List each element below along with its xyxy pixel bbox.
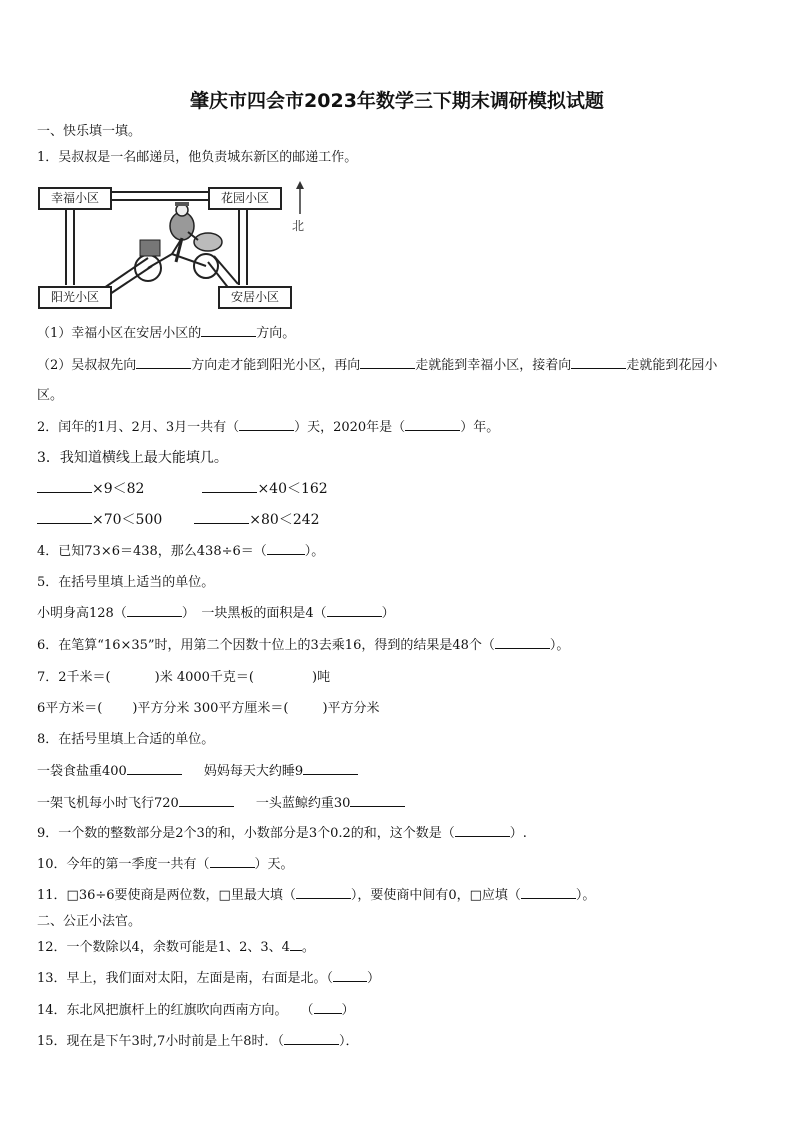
q2-text-b: ）天，2020年是（	[294, 420, 406, 435]
q7-text-2a: 6平方米＝(	[37, 701, 103, 716]
q9-text-b: ）.	[509, 826, 527, 841]
q2-blank-2[interactable]	[405, 418, 460, 431]
q2-blank-1[interactable]	[239, 418, 294, 431]
q6-text-b: ）。	[549, 638, 570, 653]
district-xingfu: 幸福小区	[38, 187, 112, 210]
q14-text-b: ）	[341, 1003, 355, 1018]
question-15	[37, 1030, 359, 1049]
district-huayuan: 花园小区	[208, 187, 282, 210]
question-7-row-2	[37, 697, 380, 716]
q8-blank-4[interactable]	[350, 794, 405, 807]
q7-text-2b: )平方分米 300平方厘米＝(	[132, 701, 289, 716]
q8-text-2b: 一头蓝鲸约重30	[255, 796, 351, 811]
q15-text-a: 15．现在是下午3时,7小时前是上午8时．（	[37, 1034, 284, 1049]
q7-text-1b: )米 4000千克＝(	[154, 670, 254, 685]
q11-blank-1[interactable]	[296, 886, 351, 899]
q5-text-b: ） 一块黑板的面积是4（	[181, 606, 327, 621]
district-yangguang: 阳光小区	[38, 286, 112, 309]
q10-text-a: 10．今年的第一季度一共有（	[37, 857, 210, 872]
question-6	[37, 634, 569, 653]
q8-text-1a: 一袋食盐重400	[37, 764, 127, 779]
q4-text-a: 4．已知73×6＝438，那么438÷6＝（	[37, 544, 267, 559]
q4-blank[interactable]	[267, 542, 305, 555]
question-8-row-2	[37, 792, 405, 811]
q11-text-c: ）。	[575, 888, 596, 903]
question-1-stem: 1．吴叔叔是一名邮递员，他负责城东新区的邮递工作。	[37, 150, 358, 165]
question-1-part-1	[37, 322, 295, 341]
question-14	[37, 999, 355, 1018]
question-3-stem: 3．我知道横线上最大能填几。	[37, 450, 228, 466]
q5-blank-2[interactable]	[327, 604, 382, 617]
question-4	[37, 540, 324, 559]
q13-blank[interactable]	[333, 969, 367, 982]
question-1-part-2	[37, 354, 717, 373]
q5-text-c: ）	[381, 606, 395, 621]
q1-p1-text-a: （1）幸福小区在安居小区的	[37, 326, 202, 341]
q15-text-b: ）．	[339, 1034, 359, 1049]
district-anju: 安居小区	[218, 286, 292, 309]
page-title: 肇庆市四会市2023年数学三下期末调研模拟试题	[190, 90, 604, 112]
q5-blank-1[interactable]	[127, 604, 182, 617]
q12-text-a: 12．一个数除以4，余数可能是1、2、3、4	[37, 940, 290, 955]
district-map-figure	[38, 180, 318, 310]
question-12	[37, 936, 315, 955]
q13-text-a: 13．早上，我们面对太阳，左面是南，右面是北。（	[37, 971, 334, 986]
q2-text-c: ）年。	[460, 420, 500, 435]
question-3-row-1	[37, 478, 328, 498]
q10-blank[interactable]	[210, 855, 255, 868]
q1-p1-blank[interactable]	[201, 324, 256, 337]
question-9	[37, 822, 527, 841]
q1-p2-blank-3[interactable]	[571, 356, 626, 369]
q10-text-b: ）天。	[254, 857, 294, 872]
q3-blank-1[interactable]	[37, 480, 92, 493]
q12-blank[interactable]	[290, 938, 302, 951]
question-10	[37, 853, 294, 872]
q1-p2-text-a: （2）吴叔叔先向	[37, 358, 137, 373]
q1-p2-text-d: 走就能到花园小	[626, 358, 718, 373]
q9-text-a: 9．一个数的整数部分是2个3的和，小数部分是3个0.2的和，这个数是（	[37, 826, 455, 841]
q11-blank-2[interactable]	[521, 886, 576, 899]
q8-blank-2[interactable]	[303, 762, 358, 775]
q7-text-1a: 7．2千米＝(	[37, 670, 111, 685]
q15-blank[interactable]	[284, 1032, 339, 1045]
q3-blank-4[interactable]	[194, 511, 249, 524]
q3-expr-4: ×80＜242	[249, 512, 320, 528]
question-5-stem: 5．在括号里填上适当的单位。	[37, 575, 215, 590]
q2-text-a: 2．闰年的1月、2月、3月一共有（	[37, 420, 240, 435]
question-13	[37, 967, 380, 986]
section-heading-1: 一、快乐填一填。	[37, 124, 142, 139]
q3-expr-1: ×9＜82	[92, 481, 145, 497]
q11-text-b: ），要使商中间有0，□应填（	[350, 888, 521, 903]
q7-text-2c: )平方分米	[322, 701, 380, 716]
postman-bicycle-icon	[126, 202, 226, 284]
question-5-body	[37, 602, 395, 621]
q3-expr-2: ×40＜162	[257, 481, 328, 497]
q8-blank-3[interactable]	[179, 794, 234, 807]
q4-text-b: ）。	[304, 544, 325, 559]
q1-p2-text-b: 方向走才能到阳光小区，再向	[191, 358, 361, 373]
q13-text-b: ）	[367, 971, 381, 986]
q8-text-2a: 一架飞机每小时飞行720	[37, 796, 179, 811]
north-label: 北	[292, 219, 305, 233]
q1-p1-text-b: 方向。	[256, 326, 296, 341]
q6-blank[interactable]	[495, 636, 550, 649]
q8-text-1b: 妈妈每天大约睡9	[203, 764, 304, 779]
question-3-row-2	[37, 509, 320, 529]
question-11	[37, 884, 595, 903]
q9-blank[interactable]	[455, 824, 510, 837]
q14-blank[interactable]	[314, 1001, 342, 1014]
q6-text-a: 6．在笔算“16×35”时，用第二个因数十位上的3去乘16，得到的结果是48个（	[37, 638, 495, 653]
q8-blank-1[interactable]	[127, 762, 182, 775]
q1-p2-blank-2[interactable]	[360, 356, 415, 369]
q5-text-a: 小明身高128（	[37, 606, 127, 621]
q3-blank-2[interactable]	[202, 480, 257, 493]
q14-text-a: 14．东北风把旗杆上的红旗吹向西南方向。 （	[37, 1003, 314, 1018]
section-heading-2: 二、公正小法官。	[37, 914, 142, 929]
q3-expr-3: ×70＜500	[92, 512, 163, 528]
q1-p2-blank-1[interactable]	[136, 356, 191, 369]
q3-blank-3[interactable]	[37, 511, 92, 524]
q12-text-b: 。	[301, 940, 315, 955]
question-2	[37, 416, 499, 435]
q7-text-1c: )吨	[312, 670, 331, 685]
q11-text-a: 11．□36÷6要使商是两位数，□里最大填（	[37, 888, 296, 903]
question-8-stem: 8．在括号里填上合适的单位。	[37, 732, 215, 747]
question-8-row-1	[37, 760, 358, 779]
question-1-part-2-cont: 区。	[37, 388, 64, 403]
question-7-row-1	[37, 666, 330, 685]
q1-p2-text-c: 走就能到幸福小区，接着向	[415, 358, 572, 373]
